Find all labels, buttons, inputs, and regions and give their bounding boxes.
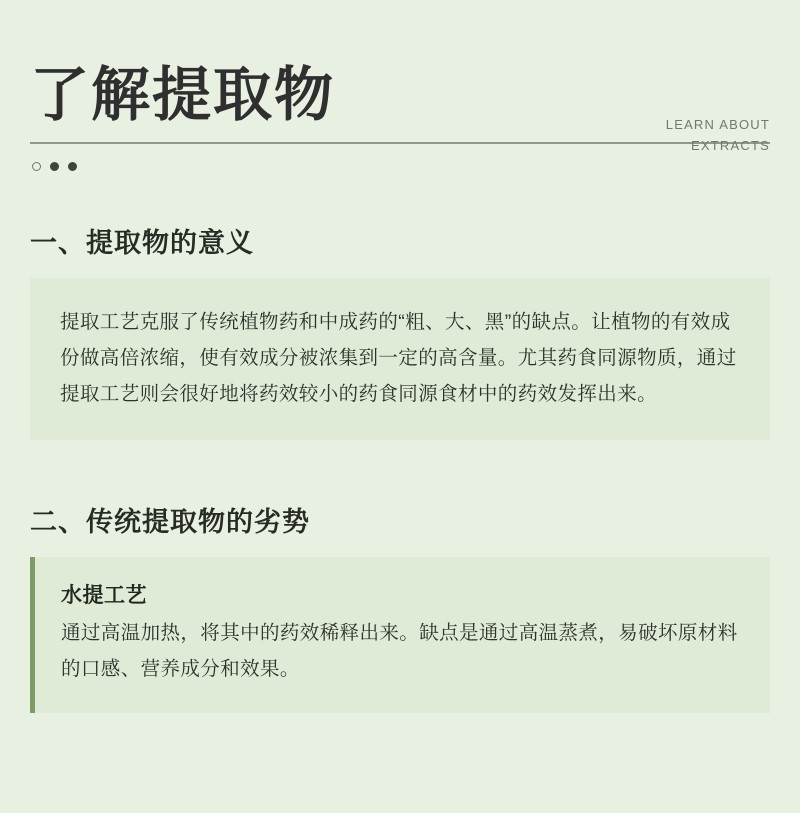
english-subtitle-line1: LEARN ABOUT <box>665 116 770 132</box>
section-meaning-body: 提取工艺克服了传统植物药和中成药的“粗、大、黑”的缺点。让植物的有效成份做高倍浓缩，使有效成分被浓集到一定的高含量。尤其药食同源物质，通过提取工艺则会很好地将药效较小的药食同源食材中的药效发挥出来。 <box>60 310 737 405</box>
page-title: 了解提取物 <box>30 62 336 128</box>
dot-indicator-1 <box>32 162 41 171</box>
dot-indicator-3 <box>68 162 77 171</box>
section-meaning-heading: 一、提取物的意义 <box>30 227 254 258</box>
decorative-dots <box>30 162 770 171</box>
section-meaning-card <box>30 278 770 440</box>
english-subtitle <box>550 114 770 157</box>
section-disadvantages <box>30 500 770 713</box>
water-extraction-card <box>30 557 770 713</box>
english-subtitle-line2: EXTRACTS <box>691 138 770 154</box>
water-extraction-body: 通过高温加热，将其中的药效稀释出来。缺点是通过高温蒸煮，易破坏原材料的口感、营养成分和效果。 <box>61 622 738 681</box>
dot-indicator-2 <box>50 162 59 171</box>
section-meaning <box>30 221 770 440</box>
water-extraction-title: 水提工艺 <box>61 584 147 608</box>
section-disadvantages-heading: 二、传统提取物的劣势 <box>30 507 310 538</box>
page-header <box>30 0 770 171</box>
